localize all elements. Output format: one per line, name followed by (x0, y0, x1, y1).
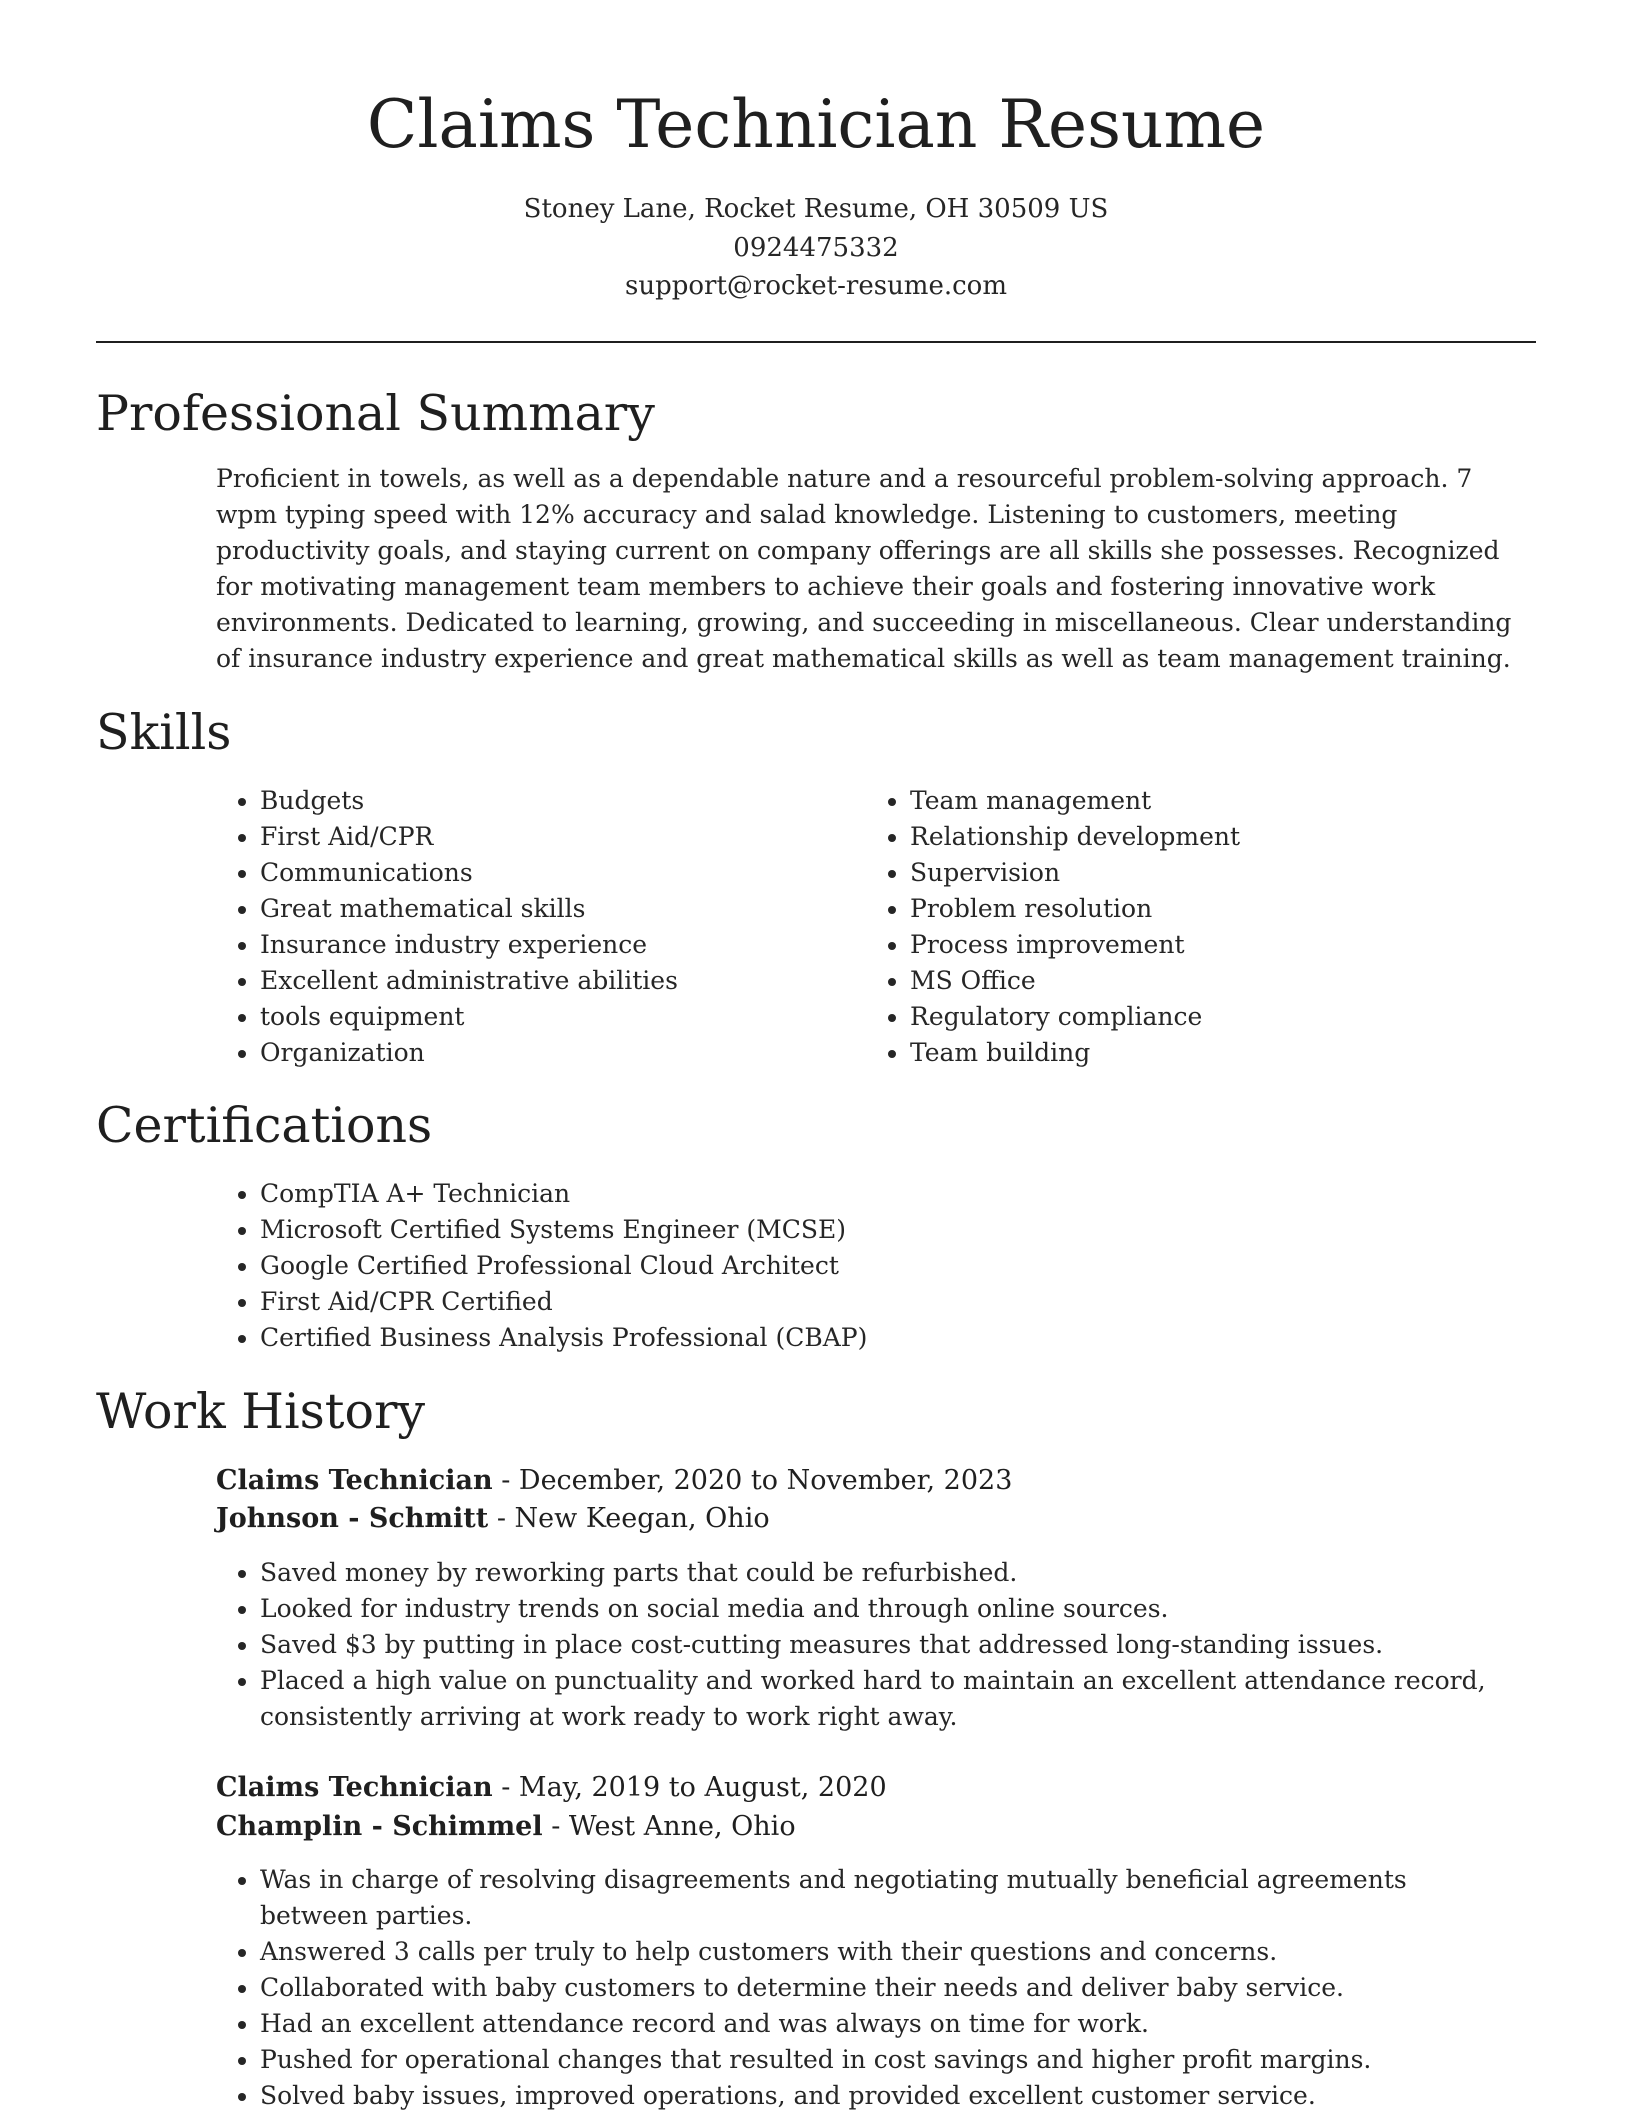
job-location: New Keegan, Ohio (514, 1503, 770, 1534)
job-company-line: Johnson - Schmitt - New Keegan, Ohio (216, 1503, 770, 1534)
certification-item: • CompTIA A+ Technician (260, 1176, 1560, 1212)
certification-item: • Microsoft Certified Systems Engineer (MCSE) (260, 1212, 1560, 1248)
skill-item: • Regulatory compliance (910, 999, 1550, 1035)
job-bullets (216, 1862, 1510, 2114)
skill-item: • Excellent administrative abilities (260, 963, 860, 999)
job-bullet: • Saved money by reworking parts that could be refurbished. (260, 1555, 1510, 1591)
skill-item: • Process improvement (910, 927, 1550, 963)
skill-item: • Great mathematical skills (260, 891, 860, 927)
skills-list-right (866, 783, 1550, 1071)
header-divider (96, 341, 1536, 343)
job-location: West Anne, Ohio (568, 1811, 796, 1842)
job-dates: December, 2020 to November, 2023 (518, 1465, 1013, 1496)
job-dates: May, 2019 to August, 2020 (518, 1772, 887, 1803)
skill-item: • Supervision (910, 855, 1550, 891)
contact-address: Stoney Lane, Rocket Resume, OH 30509 US (523, 194, 1109, 224)
job-bullet: • Had an excellent attendance record and was always on time for work. (260, 2006, 1510, 2042)
certification-item: • Certified Business Analysis Professional (CBAP) (260, 1320, 1560, 1356)
section-heading-certifications: Certifications (96, 1097, 433, 1154)
certification-item: • First Aid/CPR Certified (260, 1284, 1560, 1320)
job-title-line: Claims Technician - May, 2019 to August, 2020 (216, 1772, 887, 1803)
skill-item: • Budgets (260, 783, 860, 819)
job-bullet: • Saved $3 by putting in place cost-cutting measures that addressed long-standing issues. (260, 1627, 1510, 1663)
job-company: Champlin - Schimmel (216, 1811, 543, 1842)
job-bullet: • Was in charge of resolving disagreements and negotiating mutually beneficial agreements between parties. (260, 1862, 1510, 1934)
skill-item: • Insurance industry experience (260, 927, 860, 963)
job-title: Claims Technician (216, 1772, 493, 1803)
skill-item: • First Aid/CPR (260, 819, 860, 855)
job-bullet: • Looked for industry trends on social media and through online sources. (260, 1591, 1510, 1627)
skill-item: • MS Office (910, 963, 1550, 999)
resume-title: Claims Technician Resume (366, 86, 1266, 163)
contact-phone: 0924475332 (733, 233, 899, 263)
job-company-line: Champlin - Schimmel - West Anne, Ohio (216, 1811, 796, 1842)
job-bullet: • Answered 3 calls per truly to help customers with their questions and concerns. (260, 1934, 1510, 1970)
section-heading-skills: Skills (96, 704, 232, 761)
skills-list-left (216, 783, 860, 1071)
skill-item: • Team building (910, 1035, 1550, 1071)
skill-item: • tools equipment (260, 999, 860, 1035)
job-bullet: • Solved baby issues, improved operations, and provided excellent customer service. (260, 2078, 1510, 2114)
contact-email: support@rocket-resume.com (624, 271, 1007, 301)
section-heading-summary: Professional Summary (96, 385, 655, 442)
job-company: Johnson - Schmitt (216, 1503, 489, 1534)
job-title: Claims Technician (216, 1465, 493, 1496)
skill-item: • Relationship development (910, 819, 1550, 855)
job-title-line: Claims Technician - December, 2020 to November, 2023 (216, 1465, 1013, 1496)
certifications-list (216, 1176, 1560, 1356)
certification-item: • Google Certified Professional Cloud Architect (260, 1248, 1560, 1284)
job-bullets (216, 1555, 1510, 1735)
skill-item: • Team management (910, 783, 1550, 819)
job-bullet: • Placed a high value on punctuality and worked hard to maintain an excellent attendance record, consistently arriving at work ready to work right away. (260, 1663, 1510, 1735)
skill-item: • Organization (260, 1035, 860, 1071)
job-bullet: • Pushed for operational changes that resulted in cost savings and higher profit margins. (260, 2042, 1510, 2078)
job-bullet: • Collaborated with baby customers to determine their needs and deliver baby service. (260, 1970, 1510, 2006)
skill-item: • Problem resolution (910, 891, 1550, 927)
summary-text: Proficient in towels, as well as a dependable nature and a resourceful problem-solving approach. 7 wpm typing speed with 12% accuracy and salad knowledge. Listening to customers, meeting productivity goals, and staying current on company offerings are all skills she possesses. Recognized for motivating management team members to achieve their goals and fostering innovative work environments. Dedicated to learning, growing, and succeeding in miscellaneous. Clear understanding of insurance industry experience and great mathematical skills as well as team management training. (216, 464, 1512, 673)
skill-item: • Communications (260, 855, 860, 891)
section-heading-work-history: Work History (96, 1383, 426, 1440)
